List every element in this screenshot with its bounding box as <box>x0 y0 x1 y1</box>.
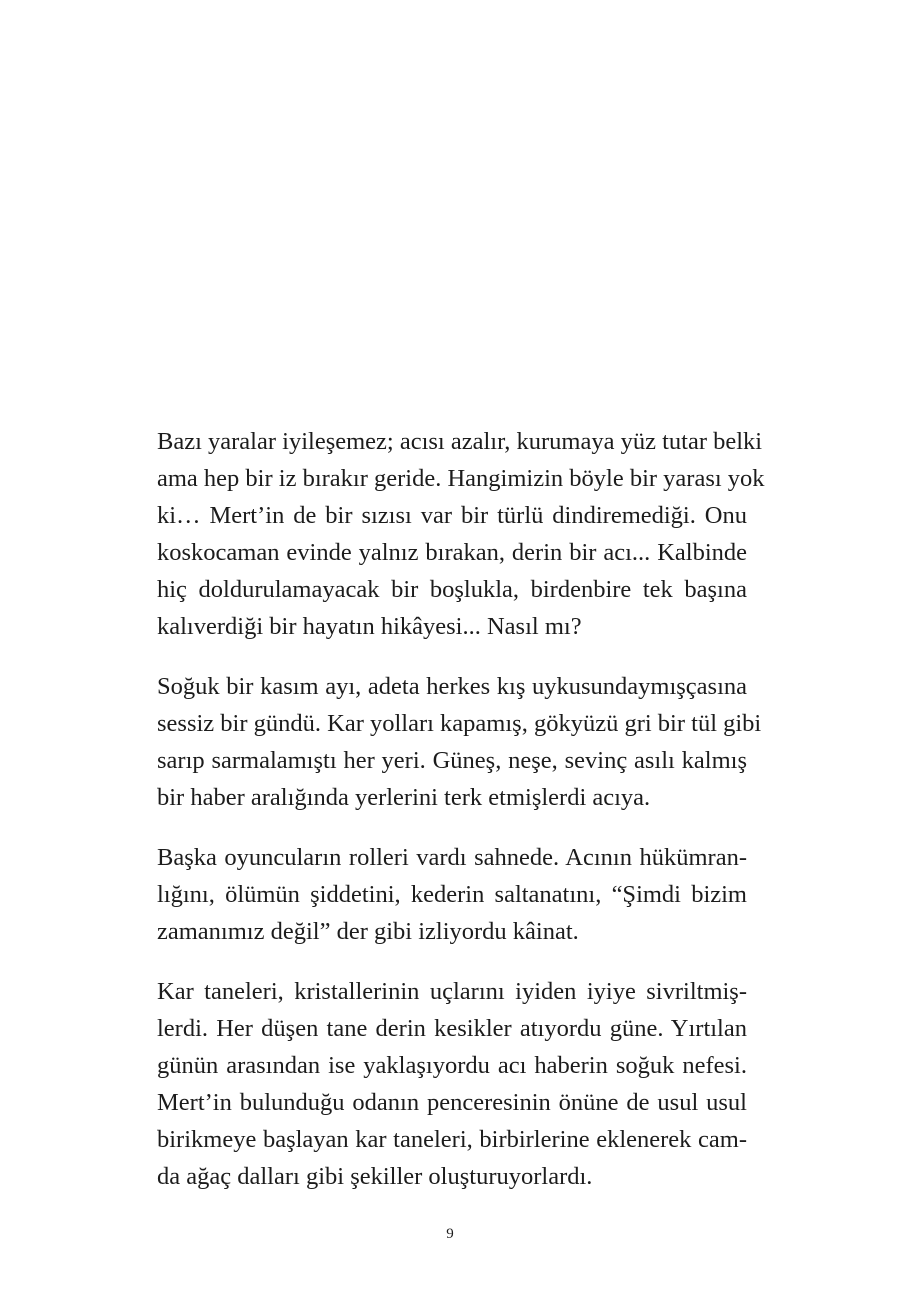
text-line: Soğuk bir kasım ayı, adeta herkes kış uykusundaymışçasına <box>157 673 747 700</box>
paragraph-1 <box>157 423 765 645</box>
text-line: günün arasından ise yaklaşıyordu acı haberin soğuk nefesi. <box>157 1052 747 1079</box>
text-line: birikmeye başlayan kar taneleri, birbirlerine eklenerek cam- <box>157 1126 747 1153</box>
text-line: bir haber aralığında yerlerini terk etmişlerdi acıya. <box>157 784 651 811</box>
text-line: sarıp sarmalamıştı her yeri. Güneş, neşe, sevinç asılı kalmış <box>157 747 747 774</box>
text-line: lerdi. Her düşen tane derin kesikler atıyordu güne. Yırtılan <box>157 1015 747 1042</box>
paragraph-2 <box>157 668 762 816</box>
text-line: ki… Mert’in de bir sızısı var bir türlü dindiremediği. Onu <box>157 502 747 529</box>
text-line: Başka oyuncuların rolleri vardı sahnede. Acının hükümran- <box>157 844 747 871</box>
text-line: Mert’in bulunduğu odanın penceresinin önüne de usul usul <box>157 1089 747 1116</box>
text-line: zamanımız değil” der gibi izliyordu kâinat. <box>157 918 579 945</box>
text-line: koskocaman evinde yalnız bırakan, derin bir acı... Kalbinde <box>157 539 747 566</box>
text-line: ama hep bir iz bırakır geride. Hangimizin böyle bir yarası yok <box>157 465 765 492</box>
text-line: hiç doldurulamayacak bir boşlukla, birdenbire tek başına <box>157 576 747 603</box>
page-number: 9 <box>446 1226 454 1242</box>
text-line: sessiz bir gündü. Kar yolları kapamış, gökyüzü gri bir tül gibi <box>157 710 762 737</box>
paragraph-4 <box>157 973 747 1195</box>
text-line: Kar taneleri, kristallerinin uçlarını iyiden iyiye sivriltmiş- <box>157 978 747 1005</box>
text-line: kalıverdiği bir hayatın hikâyesi... Nasıl mı? <box>157 613 582 640</box>
text-line: lığını, ölümün şiddetini, kederin saltanatını, “Şimdi bizim <box>157 881 747 908</box>
paragraph-3 <box>157 839 747 950</box>
text-line: da ağaç dalları gibi şekiller oluşturuyorlardı. <box>157 1163 593 1190</box>
text-line: Bazı yaralar iyileşemez; acısı azalır, kurumaya yüz tutar belki <box>157 428 763 455</box>
body-text <box>157 423 765 1218</box>
